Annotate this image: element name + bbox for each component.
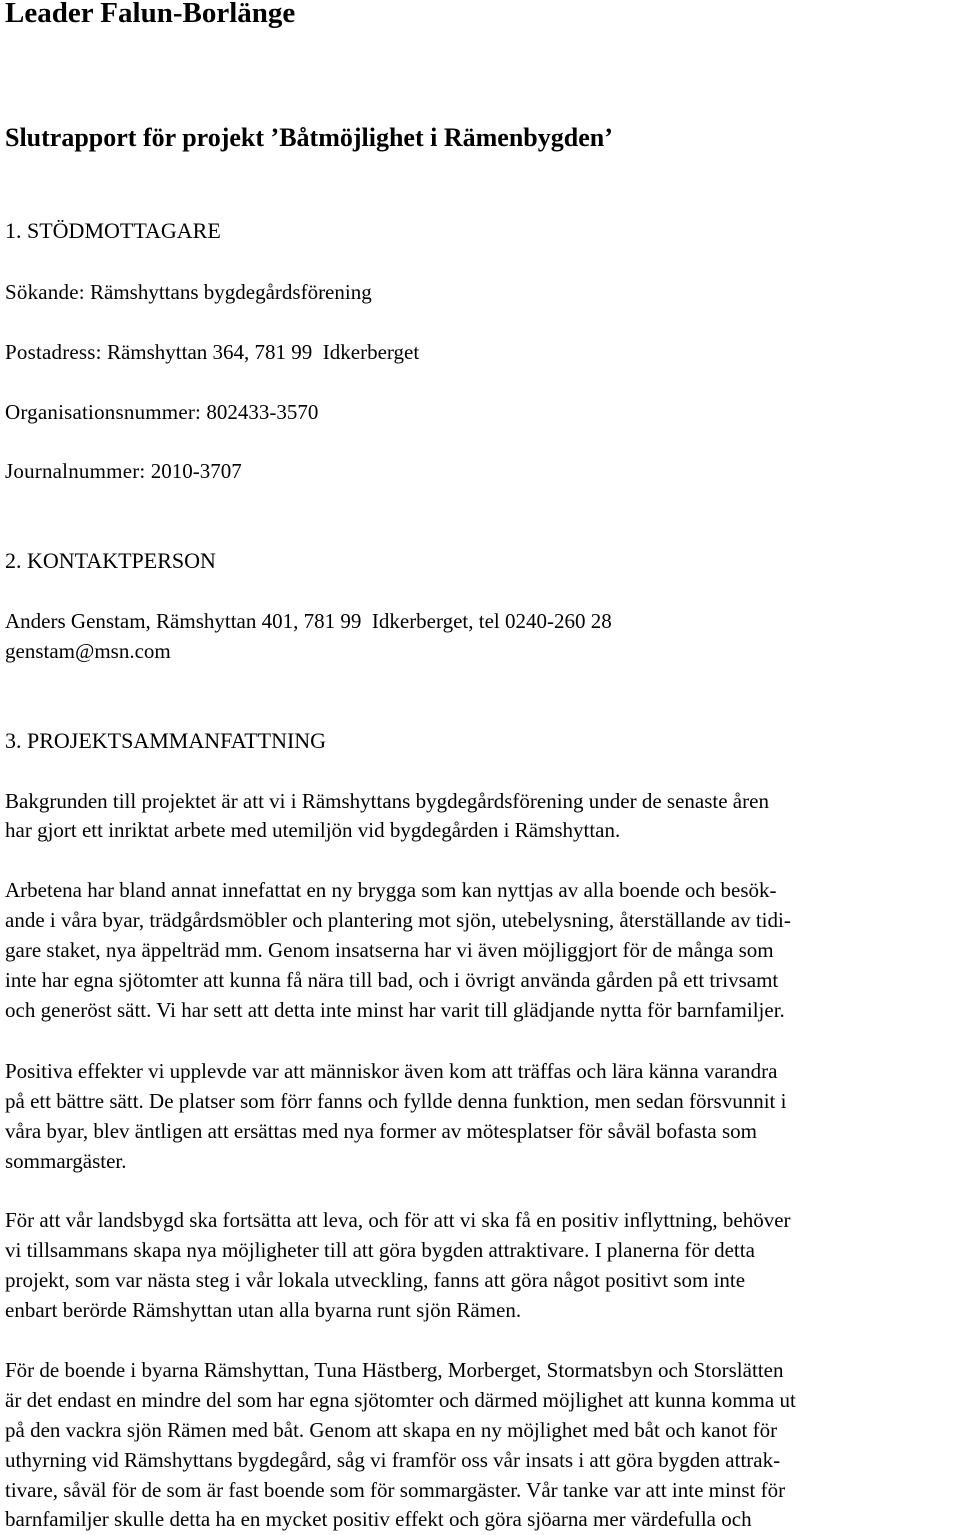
paragraph-line: vi tillsammans skapa nya möjligheter till att göra bygden attraktivare. I planerna för detta — [5, 1238, 755, 1262]
contact-email: genstam@msn.com — [5, 639, 171, 663]
field-organisationsnummer — [5, 397, 318, 427]
paragraph-line: ande i våra byar, trädgårdsmöbler och plantering mot sjön, utebelysning, återställande av tidi- — [5, 908, 791, 932]
field-value: Rämshyttans bygdegårdsförening — [90, 280, 372, 304]
paragraph-line: på den vackra sjön Rämen med båt. Genom att skapa en ny möjlighet med båt och kanot för — [5, 1418, 778, 1442]
paragraph-line: Arbetena har bland annat innefattat en ny brygga som kan nyttjas av alla boende och besök- — [5, 878, 777, 902]
field-label: Postadress: — [5, 340, 102, 364]
paragraph-line: uthyrning vid Rämshyttans bygdegård, såg vi framför oss vår insats i att göra bygden attrak- — [5, 1448, 781, 1472]
paragraph-line: Positiva effekter vi upplevde var att människor även kom att träffas och lära känna varandra — [5, 1059, 778, 1083]
paragraph-line: tivare, såväl för de som är fast boende som för sommargäster. Vår tanke var att inte minst för — [5, 1478, 786, 1502]
document-title: Leader Falun-Borlänge — [5, 0, 296, 29]
paragraph-line: projekt, som var nästa steg i vår lokala utveckling, fanns att göra något positivt som inte — [5, 1268, 746, 1292]
paragraph-line: För att vår landsbygd ska fortsätta att leva, och för att vi ska få en positiv inflyttning, behöver — [5, 1208, 791, 1232]
paragraph-line: barnfamiljer skulle detta ha en mycket positiv effekt och göra sjöarna mer värdefulla och — [5, 1507, 752, 1531]
paragraph-line: våra byar, blev äntligen att ersättas med nya former av mötesplatser för såväl bofasta som — [5, 1119, 757, 1143]
paragraph-line: är det endast en mindre del som har egna sjötomter och därmed möjlighet att kunna komma ut — [5, 1388, 796, 1412]
section-heading-projektsammanfattning: 3. PROJEKTSAMMANFATTNING — [5, 728, 327, 753]
paragraph-line: enbart berörde Rämshyttan utan alla byarna runt sjön Rämen. — [5, 1298, 522, 1322]
paragraph-line: sommargäster. — [5, 1149, 127, 1173]
paragraph-line: För de boende i byarna Rämshyttan, Tuna Hästberg, Morberget, Stormatsbyn och Storslätten — [5, 1358, 784, 1382]
paragraph-line: och generöst sätt. Vi har sett att detta inte minst har varit till glädjande nytta för barnfamiljer. — [5, 998, 785, 1022]
paragraph-line: på ett bättre sätt. De platser som förr fanns och fyllde denna funktion, men sedan försvunnit i — [5, 1089, 787, 1113]
paragraph-line: Bakgrunden till projektet är att vi i Rämshyttans bygdegårdsförening under de senaste åren — [5, 789, 769, 813]
paragraph-line: gare staket, nya äppelträd mm. Genom insatserna har vi även möjliggjort för de många som — [5, 938, 774, 962]
contact-line: Anders Genstam, Rämshyttan 401, 781 99 Idkerberget, tel 0240-260 28 — [5, 609, 612, 633]
field-sokande — [5, 277, 372, 307]
field-label: Journalnummer: — [5, 459, 146, 483]
report-subtitle: Slutrapport för projekt ’Båtmöjlighet i Rämenbygden’ — [5, 123, 613, 152]
section-heading-stodmottagare: 1. STÖDMOTTAGARE — [5, 218, 221, 243]
field-value: Rämshyttan 364, 781 99 Idkerberget — [106, 340, 420, 364]
field-value: 802433-3570 — [206, 400, 319, 424]
field-value: 2010-3707 — [150, 459, 242, 483]
field-journalnummer — [5, 456, 242, 486]
field-label: Sökande: — [5, 280, 85, 304]
paragraph-line: har gjort ett inriktat arbete med utemiljön vid bygdegården i Rämshyttan. — [5, 818, 621, 842]
field-label: Organisationsnummer: — [5, 400, 202, 424]
section-heading-kontaktperson: 2. KONTAKTPERSON — [5, 548, 216, 573]
field-postadress — [5, 337, 419, 367]
paragraph-line: inte har egna sjötomter att kunna få nära till bad, och i övrigt använda gården på ett trivsamt — [5, 968, 779, 992]
